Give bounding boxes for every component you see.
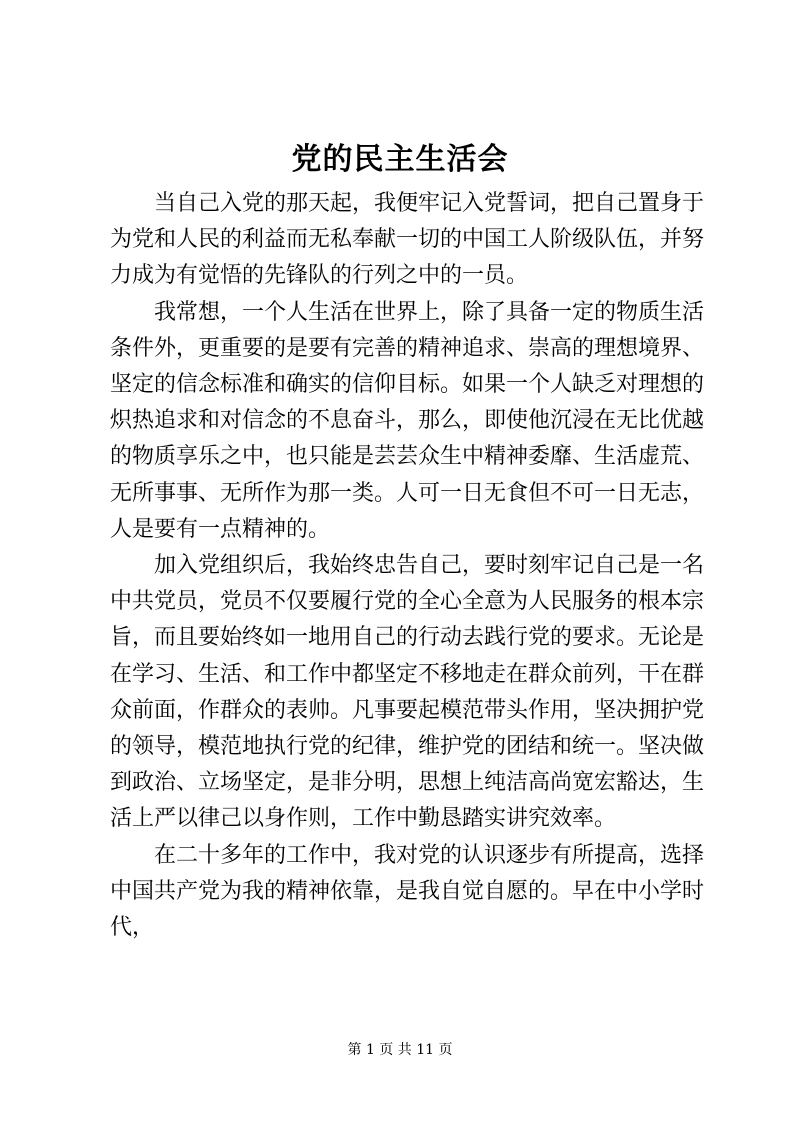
document-body: [110, 186, 704, 946]
paragraph-4: 在二十多年的工作中，我对党的认识逐步有所提高，选择中国共产党为我的精神依靠，是我自觉自愿的。早在中小学时代，: [110, 842, 705, 941]
paragraph-1: 当自己入党的那天起，我便牢记入党誓词，把自己置身于为党和人民的利益而无私奉献一切的中国工人阶级队伍，并努力成为有觉悟的先锋队的行列之中的一员。: [110, 191, 705, 289]
paragraph-3: 加入党组织后，我始终忠告自己，要时刻牢记自己是一名中共党员，党员不仅要履行党的全心全意为人民服务的根本宗旨，而且要始终如一地用自己的行动去践行党的要求。无论是在学习、生活、和工作中都坚定不移地走在群众前列，干在群众前面，作群众的表帅。凡事要起模范带头作用，坚决拥护党的领导，模范地执行党的纪律，维护党的团结和统一。坚决做到政治、立场坚定，是非分明，思想上纯洁高尚宽宏豁达，生活上严以律己以身作则，工作中勤恳踏实讲究效率。: [110, 553, 705, 832]
page-footer: 第 1 页 共 11 页: [347, 1042, 453, 1058]
document-title: 党的民主生活会: [291, 142, 509, 177]
paragraph-2: 我常想，一个人生活在世界上，除了具备一定的物质生活条件外，更重要的是要有完善的精神追求、崇高的理想境界、坚定的信念标准和确实的信仰目标。如果一个人缺乏对理想的炽热追求和对信念的不息奋斗，那么，即使他沉浸在无比优越的物质享乐之中，也只能是芸芸众生中精神委靡、生活虚荒、无所事事、无所作为那一类。人可一日无食但不可一日无志，人是要有一点精神的。: [110, 299, 705, 542]
